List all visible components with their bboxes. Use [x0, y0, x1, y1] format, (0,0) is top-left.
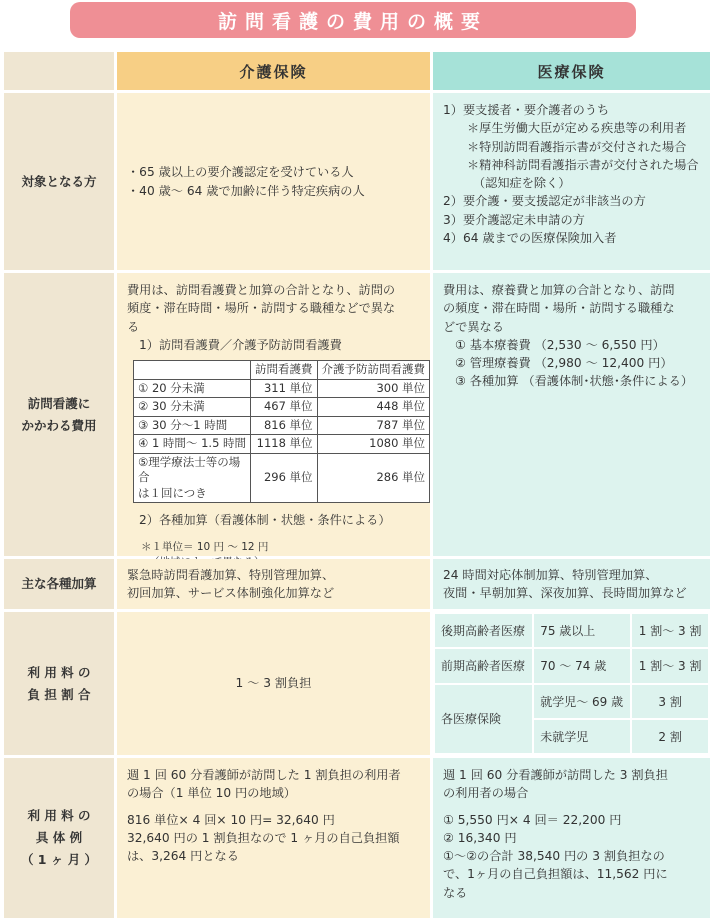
fee-table-row — [134, 379, 430, 398]
ratio-share: 1 割～ 3 割 — [631, 648, 709, 683]
kaigo-example — [117, 758, 430, 918]
fee-table-row — [134, 398, 430, 417]
iryo-cost-intro: 費用は、療養費と加算の合計となり、訪問 — [443, 283, 675, 297]
kaigo-addons — [117, 559, 430, 609]
kaigo-addons-line: 緊急時訪問看護加算、特別管理加算、 — [127, 567, 335, 582]
fee-overview-table — [4, 52, 704, 905]
kaigo-target-line: ・65 歳以上の要介護認定を受けている人 — [127, 165, 354, 180]
ratio-insurance: 各医療保険 — [434, 684, 533, 755]
ratio-row — [434, 684, 709, 719]
ratio-share: 3 割 — [631, 684, 709, 719]
label-cost-line: かかわる費用 — [21, 417, 97, 433]
ratio-row — [434, 613, 709, 648]
kaigo-example-line: 816 単位× 4 回× 10 円= 32,640 円 — [127, 812, 335, 827]
fee-prevent: 300 単位 — [317, 379, 430, 398]
kaigo-example-line: 32,640 円の 1 割負担なので 1 ヶ月の自己負担額 — [127, 830, 400, 845]
unit-note-line: ＊１単位＝ 10 円 ～ 12 円 — [141, 540, 269, 553]
iryo-addons-line: 夜間・早朝加算、深夜加算、長時間加算など — [443, 586, 687, 600]
ratio-insurance: 前期高齢者医療 — [434, 648, 533, 683]
iryo-ratio — [433, 612, 710, 755]
iryo-target-line: 4）64 歳までの医療保険加入者 — [443, 231, 617, 246]
iryo-cost-item: ① 基本療養費 （2,530 ～ 6,550 円） — [455, 337, 665, 352]
fee-table-header: 介護予防訪問看護費 — [317, 361, 430, 380]
iryo-example-line: ①～②の合計 38,540 円の 3 割負担なの — [443, 849, 665, 864]
iryo-example-line: で、1ヶ月の自己負担額は、11,562 円に — [443, 867, 668, 882]
label-cost — [4, 273, 114, 556]
kaigo-example-line: の場合（1 単位 10 円の地域） — [127, 786, 296, 801]
kaigo-ratio: 1 ～ 3 割負担 — [117, 612, 430, 755]
fee-prevent: 286 単位 — [317, 453, 430, 503]
iryo-example — [433, 758, 710, 918]
fee-duration: ④ 1 時間～ 1.5 時間 — [134, 435, 251, 454]
ratio-share: 2 割 — [631, 719, 709, 754]
ratio-age: 就学児～ 69 歳 — [533, 684, 631, 719]
iryo-target — [433, 93, 710, 270]
kaigo-example-line: 週 1 回 60 分看護師が訪問した 1 割負担の利用者 — [127, 768, 401, 782]
label-addons: 主な各種加算 — [4, 559, 114, 609]
fee-duration: ⑤理学療法士等の場合 は１回につき — [134, 453, 251, 503]
ratio-insurance: 後期高齢者医療 — [434, 613, 533, 648]
iryo-example-line: ① 5,550 円× 4 回＝ 22,200 円 — [443, 812, 622, 827]
kaigo-target-line: ・40 歳～ 64 歳で加齢に伴う特定疾病の人 — [127, 183, 365, 198]
label-example-line: 利 用 料 の — [27, 808, 91, 824]
iryo-target-line: 3）要介護認定未申請の方 — [443, 212, 585, 227]
kaigo-example-line: は、3,264 円となる — [127, 849, 239, 864]
kaigo-cost-intro: 費用は、訪問看護費と加算の合計となり、訪問の — [127, 283, 396, 297]
page-title: 訪問看護の費用の概要 — [70, 2, 636, 38]
label-cost-line: 訪問看護に — [27, 395, 91, 411]
iryo-target-line: 1）要支援者・要介護者のうち — [443, 103, 610, 117]
iryo-cost-intro: の頻度・滞在時間・場所・訪問する職種な — [443, 301, 675, 316]
label-example-line: （ 1 ヶ 月 ） — [20, 851, 98, 867]
iryo-addons-line: 24 時間対応体制加算、特別管理加算、 — [443, 567, 658, 582]
fee-prevent: 448 単位 — [317, 398, 430, 417]
ratio-age: 70 ～ 74 歳 — [533, 648, 631, 683]
fee-prevent: 787 単位 — [317, 416, 430, 435]
fee-table-header — [134, 361, 251, 380]
fee-table-row — [134, 435, 430, 454]
fee-duration: ③ 30 分～1 時間 — [134, 416, 251, 435]
iryo-example-line: の利用者の場合 — [443, 786, 529, 801]
kaigo-cost-sub2: 2）各種加算（看護体制・状態・条件による） — [139, 513, 391, 528]
ratio-share: 1 割～ 3 割 — [631, 613, 709, 648]
iryo-cost-item: ③ 各種加算 （看護体制･状態･条件による） — [455, 374, 694, 389]
fee-table-header: 訪問看護費 — [251, 361, 318, 380]
iryo-target-line: ＊精神科訪問看護指示書が交付された場合 — [467, 157, 699, 172]
kaigo-addons-line: 初回加算、サービス体制強化加算など — [127, 586, 335, 600]
kaigo-cost-sub1: 1）訪問看護費／介護予防訪問看護費 — [139, 337, 342, 352]
fee-visit: 467 単位 — [251, 398, 318, 417]
iryo-example-line: 週 1 回 60 分看護師が訪問した 3 割負担 — [443, 768, 668, 782]
label-target: 対象となる方 — [4, 93, 114, 270]
iryo-target-line: ＊特別訪問看護指示書が交付された場合 — [467, 139, 687, 154]
iryo-cost-item: ② 管理療養費 （2,980 ～ 12,400 円） — [455, 356, 673, 371]
label-ratio-line: 利 用 料 の — [27, 664, 91, 680]
ratio-table — [433, 612, 710, 755]
fee-duration: ① 20 分未満 — [134, 379, 251, 398]
kaigo-target — [117, 93, 430, 270]
iryo-cost-intro: どで異なる — [443, 319, 504, 334]
fee-prevent: 1080 単位 — [317, 435, 430, 454]
label-example — [4, 758, 114, 918]
iryo-target-line: （認知症を除く） — [473, 176, 571, 191]
fee-visit: 311 単位 — [251, 379, 318, 398]
iryo-addons — [433, 559, 710, 609]
visit-fee-table — [133, 360, 430, 503]
fee-visit: 1118 単位 — [251, 435, 318, 454]
fee-duration: ② 30 分未満 — [134, 398, 251, 417]
fee-visit: 816 単位 — [251, 416, 318, 435]
kaigo-cost — [117, 273, 430, 556]
kaigo-cost-intro: る — [127, 319, 140, 334]
fee-visit: 296 単位 — [251, 453, 318, 503]
label-example-line: 具 体 例 — [35, 830, 83, 846]
fee-table-row — [134, 453, 430, 503]
header-blank — [4, 52, 114, 90]
ratio-age: 未就学児 — [533, 719, 631, 754]
label-ratio — [4, 612, 114, 755]
fee-table-row — [134, 416, 430, 435]
iryo-example-line: なる — [443, 885, 468, 900]
iryo-cost — [433, 273, 710, 556]
iryo-example-line: ② 16,340 円 — [443, 830, 517, 845]
header-iryo: 医療保険 — [433, 52, 710, 90]
label-ratio-line: 負 担 割 合 — [27, 686, 91, 702]
header-kaigo: 介護保険 — [117, 52, 430, 90]
iryo-target-line: ＊厚生労働大臣が定める疾患等の利用者 — [467, 121, 687, 136]
kaigo-cost-intro: 頻度・滞在時間・場所・訪問する職種などで異な — [127, 301, 396, 316]
ratio-age: 75 歳以上 — [533, 613, 631, 648]
ratio-row — [434, 648, 709, 683]
iryo-target-line: 2）要介護・要支援認定が非該当の方 — [443, 194, 646, 209]
